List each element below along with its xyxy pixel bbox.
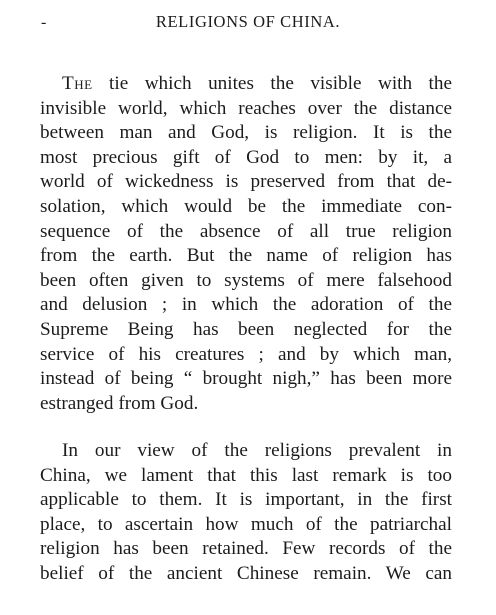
text-line: place, to ascertain how much of the patriarchal — [40, 513, 452, 535]
text-line: from the earth. But the name of religion has — [40, 245, 452, 267]
text-line: China, we lament that this last remark is too — [40, 464, 452, 486]
paragraph-opening-word: The — [62, 73, 93, 94]
text-line: invisible world, which reaches over the distance — [40, 97, 452, 119]
text-line: and delusion ; in which the adoration of the — [40, 294, 452, 316]
page-mark: - — [41, 14, 47, 31]
paragraph-2 — [40, 439, 452, 587]
text-line: In our view of the religions prevalent in — [62, 440, 452, 461]
text-line: religion has been retained. Few records of the — [40, 538, 452, 560]
text-line: belief of the ancient Chinese remain. We can — [40, 562, 452, 584]
text-line: been often given to systems of mere falsehood — [40, 269, 452, 291]
text-line: most precious gift of God to men: by it, a — [40, 146, 452, 168]
paragraph-1 — [40, 72, 452, 416]
text-line: sequence of the absence of all true religion — [40, 220, 452, 242]
text-line — [40, 72, 452, 97]
text-line: between man and God, is religion. It is the — [40, 122, 452, 144]
text-line-content: tie which unites the visible with the — [92, 73, 452, 94]
text-line: instead of being “ brought nigh,” has been more — [40, 368, 452, 390]
text-line: applicable to them. It is important, in the first — [40, 489, 452, 511]
text-line: solation, which would be the immediate con- — [40, 195, 452, 217]
text-line: world of wickedness is preserved from that de- — [40, 171, 452, 193]
text-line: Supreme Being has been neglected for the — [40, 318, 452, 340]
running-head: RELIGIONS OF CHINA. — [155, 12, 341, 31]
text-line: service of his creatures ; and by which man, — [40, 343, 452, 365]
text-line: estranged from God. — [40, 392, 199, 414]
